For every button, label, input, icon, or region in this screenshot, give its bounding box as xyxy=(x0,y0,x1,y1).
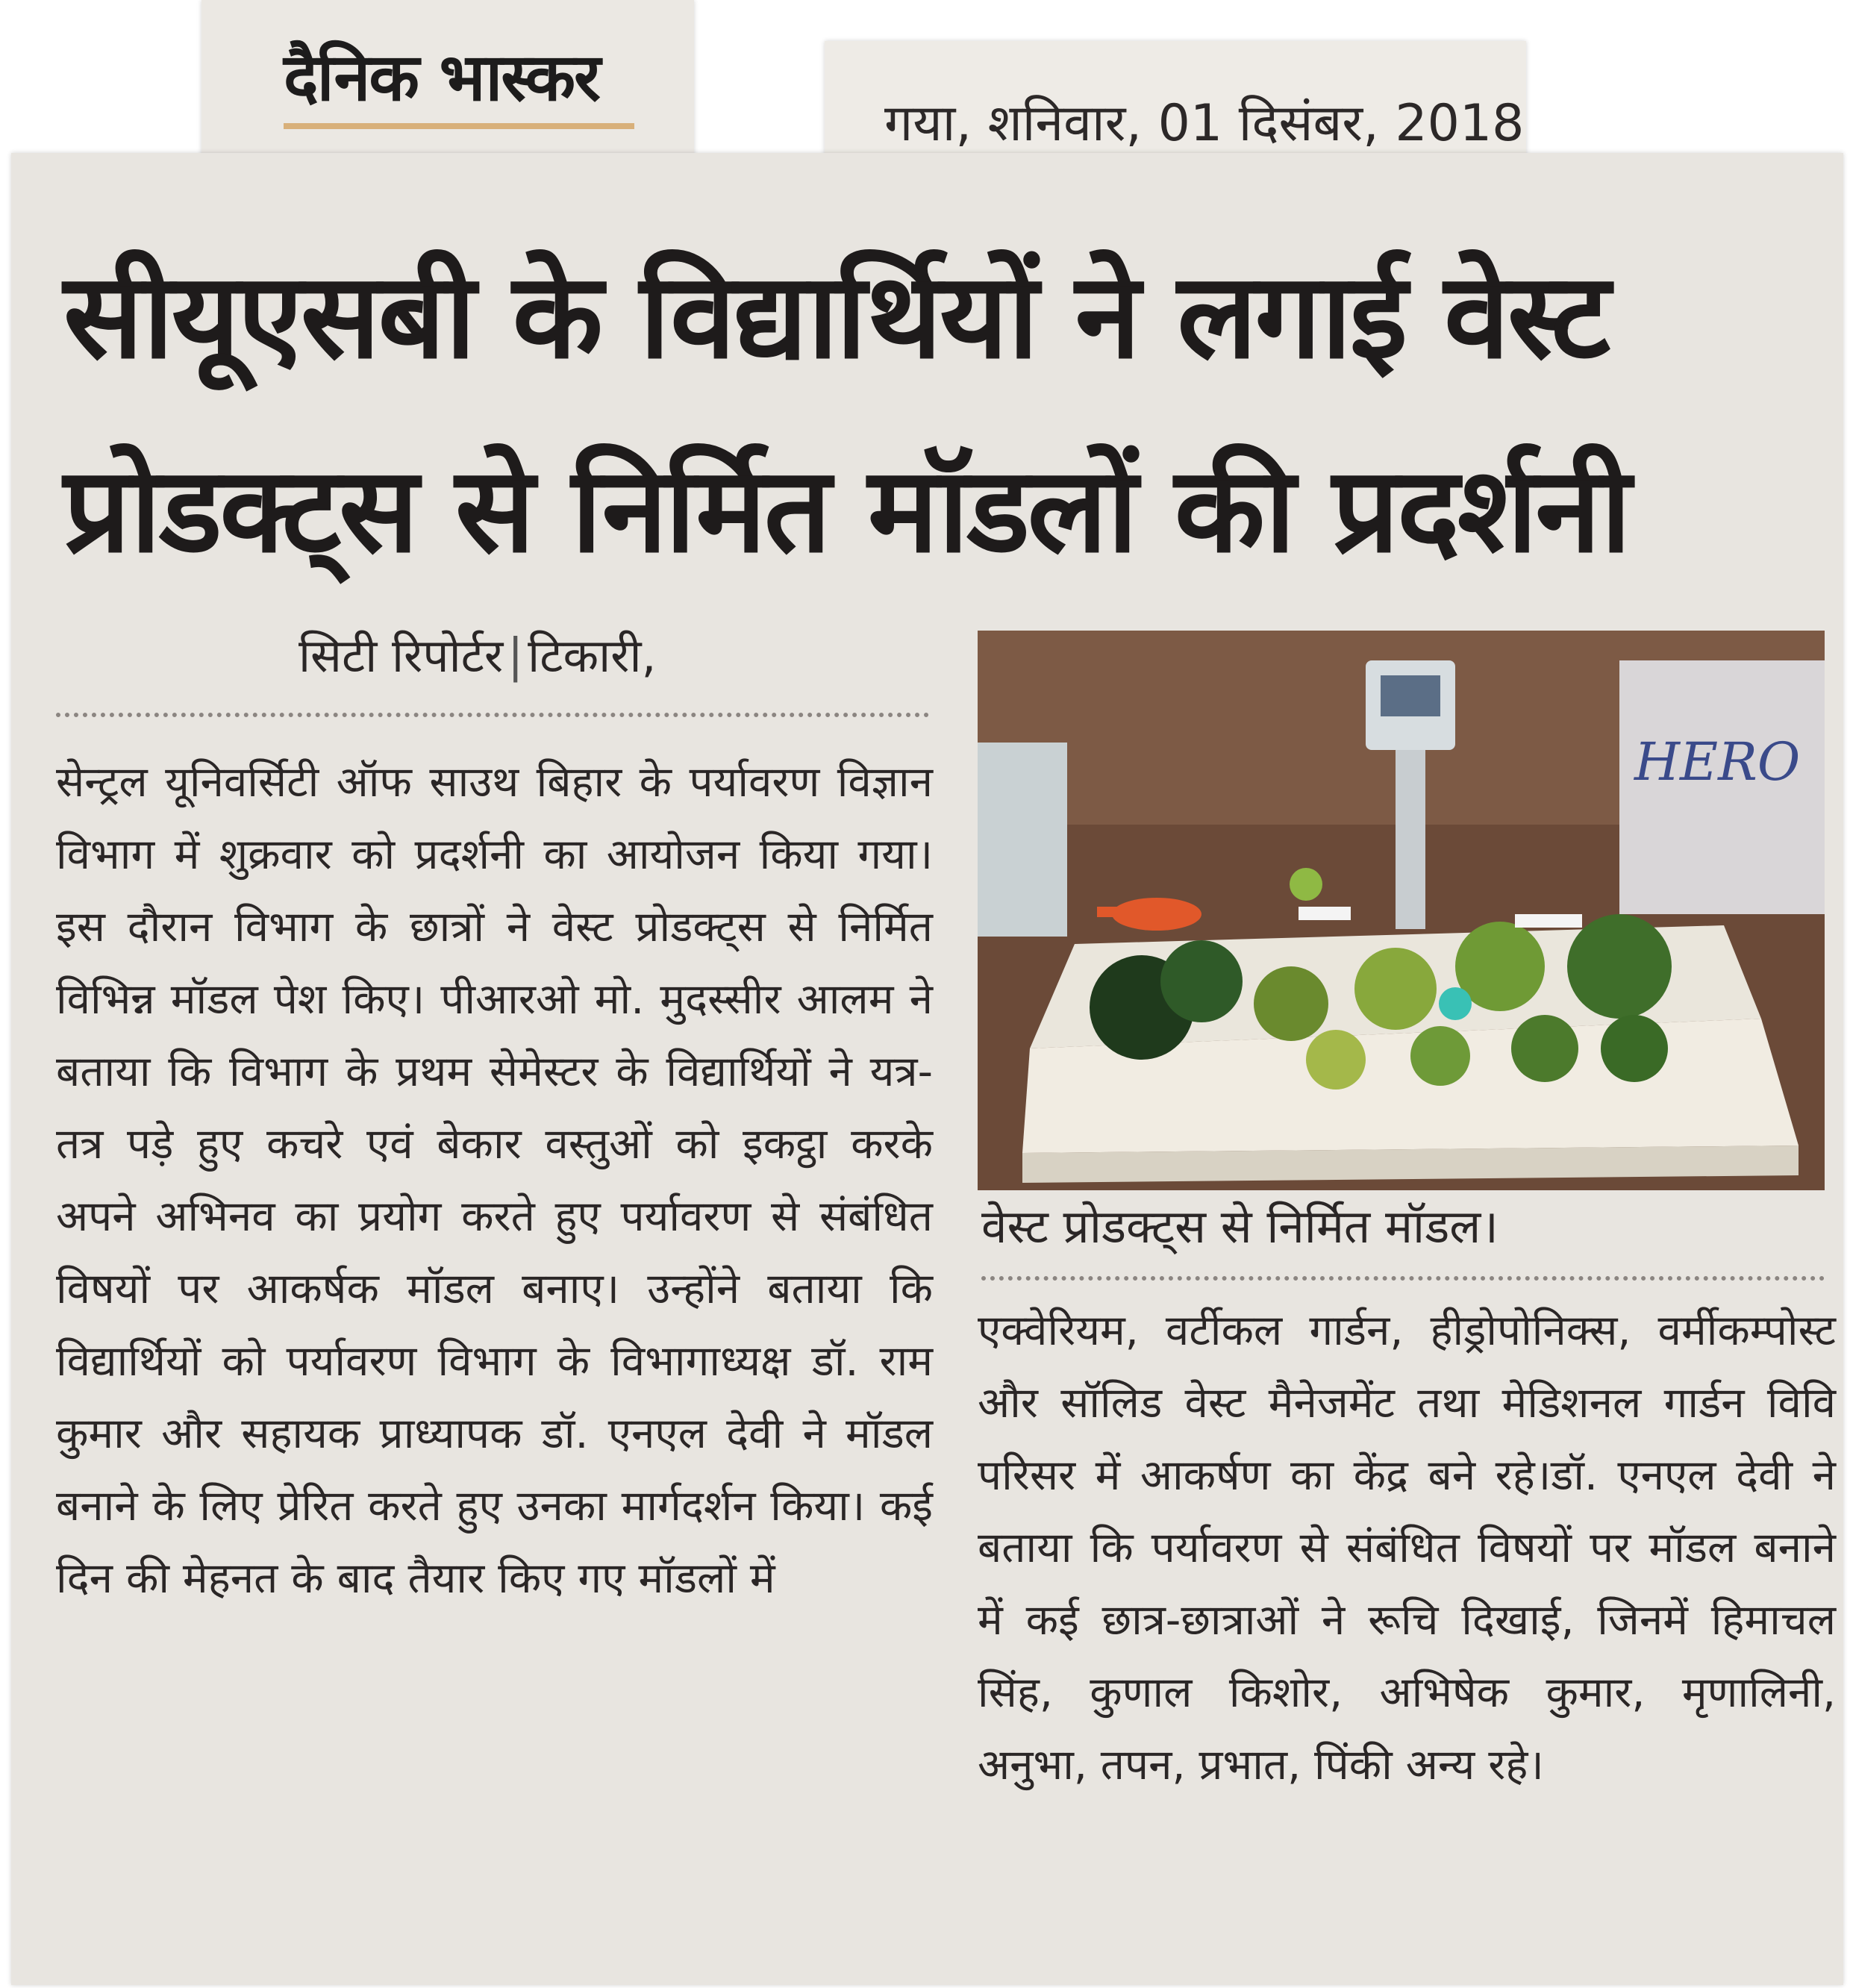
caption-divider xyxy=(981,1276,1825,1281)
photo-caption: वेस्ट प्रोडक्ट्स से निर्मित मॉडल। xyxy=(981,1199,1499,1254)
dateline: गया, शनिवार, 01 दिसंबर, 2018 xyxy=(884,94,1525,153)
byline-place: टिकारी, xyxy=(528,628,657,683)
byline-reporter: सिटी रिपोर्टर xyxy=(299,628,504,683)
masthead-underline xyxy=(284,123,634,129)
byline-separator: | xyxy=(507,628,524,683)
photo-sign-text: HERO xyxy=(1634,731,1801,793)
article-body-left-column: सेन्ट्रल यूनिवर्सिटी ऑफ साउथ बिहार के पर्यावरण विज्ञान विभाग में शुक्रवार को प्रदर्शनी का आयोजन किया गया। इस दौरान विभाग के छात्रों ने वेस्ट प्रोडक्ट्स से निर्मित विभिन्न मॉडल पेश किए। पीआरओ मो. मुदस्सीर आलम ने बताया कि विभाग के प्रथम सेमेस्टर के विद्यार्थियों ने यत्र-तत्र पड़े हुए कचरे एवं बेकार वस्तुओं को इकट्ठा करके अपने अभिनव का प्रयोग करते हुए पर्यावरण से संबंधित विषयों पर आकर्षक मॉडल बनाए। उन्होंने बताया कि विद्यार्थियों को पर्यावरण विभाग के विभागाध्यक्ष डॉ. राम कुमार और सहायक प्राध्यापक डॉ. एनएल देवी ने मॉडल बनाने के लिए प्रेरित करते हुए उनका मार्गदर्शन किया। कई दिन की मेहनत के बाद तैयार किए गए मॉडलों में xyxy=(56,758,933,1603)
article-photo xyxy=(978,631,1825,1190)
byline-divider xyxy=(56,713,929,717)
byline xyxy=(299,623,656,686)
article-clipping xyxy=(11,153,1843,1985)
article-body-right-column: एक्वेरियम, वर्टीकल गार्डन, हीड्रोपोनिक्स, वर्मीकम्पोस्ट और सॉलिड वेस्ट मैनेजमेंट तथा मेडिशनल गार्डन विवि परिसर में आकर्षण का केंद्र बने रहे।डॉ. एनएल देवी ने बताया कि पर्यावरण से संबंधित विषयों पर मॉडल बनाने में कई छात्र-छात्राओं ने रूचि दिखाई, जिनमें हिमाचल सिंह, कुणाल किशोर, अभिषेक कुमार, मृणालिनी, अनुभा, तपन, प्रभात, पिंकी अन्य रहे। xyxy=(978,1307,1836,1789)
masthead-clipping xyxy=(201,0,694,160)
newspaper-name: दैनिक भास्कर xyxy=(284,38,600,116)
waste-model-photo xyxy=(978,631,1825,1190)
headline-line-1: सीयूएसबी के विद्यार्थियों ने लगाई वेस्ट xyxy=(63,248,1608,385)
headline-line-2: प्रोडक्ट्स से निर्मित मॉडलों की प्रदर्शनी xyxy=(63,442,1629,579)
